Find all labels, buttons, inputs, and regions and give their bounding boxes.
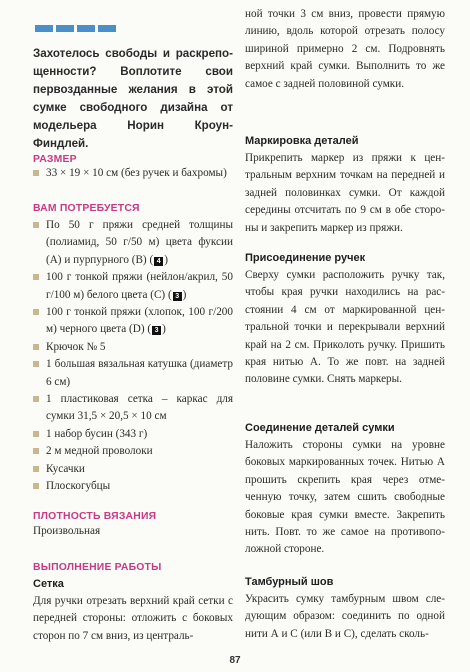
- list-item: 100 г тонкой пряжи (нейлон/акрил, 50 г/100 м) белого цвета (C) ( 3 ): [33, 269, 233, 304]
- section-text-handles: Сверху сумки расположить ручку так, чтобы края ручки находились на расстоянии 4 см от маркированной центральной точки и перекрывали верхний край на 2 см. Приколоть ручку. Пришить края нитью А. То же повт. на задней половине сумки. Снять маркеры.: [245, 269, 445, 386]
- section-heading-marking: Маркировка деталей: [245, 135, 359, 147]
- section-text-marking: Прикрепить маркер из пряжи к центральным верхним точкам на передней и задней половинках сумки. От каждой середины отсчитать по 9 см в обе стороны и закрепить маркер из пряжи.: [245, 152, 445, 234]
- bullet-square-icon: [33, 466, 39, 472]
- bullet-square-icon: [33, 170, 39, 176]
- grid-subheading: Сетка: [33, 578, 64, 590]
- yarn-weight-badge: 3: [173, 292, 182, 301]
- list-item: 2 м медной проволоки: [33, 443, 233, 460]
- bullet-square-icon: [33, 309, 39, 315]
- page-number: 87: [229, 655, 241, 666]
- yarn-weight-badge: 3: [152, 326, 161, 335]
- intro-text: Захотелось свободы и раскрепощенности? Воплотите свои первозданные желания в этой сумке свободного дизайна от модельера Норин Кроун-Финдлей.: [33, 47, 233, 150]
- list-item: 1 большая вязальная катушка (диаметр 6 см): [33, 356, 233, 391]
- list-item: 1 набор бусин (343 г): [33, 426, 233, 443]
- bullet-square-icon: [33, 483, 39, 489]
- list-item: 33 × 19 × 10 см (без ручек и бахромы): [33, 165, 233, 182]
- tab-bar-2: [56, 25, 74, 32]
- section-heading-chain-stitch: Тамбурный шов: [245, 576, 334, 588]
- section-text-chain-stitch: Украсить сумку тамбурным швом следующим образом: соединить по одной нити А и С (или В и С), сделать сколь-: [245, 593, 445, 640]
- size-list: [33, 165, 233, 182]
- list-item: 100 г тонкой пряжи (хлопок, 100 г/200 м) черного цвета (D) ( 3 ): [33, 304, 233, 339]
- section-heading-joining: Соединение деталей сумки: [245, 422, 395, 434]
- list-item: Кусачки: [33, 461, 233, 478]
- bullet-square-icon: [33, 361, 39, 367]
- materials-heading: ВАМ ПОТРЕБУЕТСЯ: [33, 203, 140, 214]
- materials-list: [33, 217, 233, 496]
- work-heading: ВЫПОЛНЕНИЕ РАБОТЫ: [33, 562, 162, 573]
- list-item: По 50 г пряжи средней толщины (полиамид, 50 г/50 м) цвета фуксии (A) и пурпурного (B) ( 4 ): [33, 217, 233, 269]
- grid-text: Для ручки отрезать верхний край сетки с передней стороны: отложить с боковых сторон по 7 см вниз, из централь-: [33, 595, 233, 642]
- bullet-square-icon: [33, 344, 39, 350]
- size-heading: РАЗМЕР: [33, 154, 77, 165]
- tab-bar-3: [77, 25, 95, 32]
- bullet-square-icon: [33, 448, 39, 454]
- tab-bar-4: [98, 25, 116, 32]
- yarn-weight-badge: 4: [154, 257, 163, 266]
- list-item: Плоскогубцы: [33, 478, 233, 495]
- header-tabs-decoration: [35, 25, 116, 32]
- tab-bar-1: [35, 25, 53, 32]
- gauge-text: Произвольная: [33, 525, 101, 537]
- list-item: Крючок № 5: [33, 339, 233, 356]
- section-heading-handles: Присоединение ручек: [245, 252, 366, 264]
- section-text-joining: Наложить стороны сумки на уровне боковых маркированных точек. Нитью А прошить скрепить края через отмеченную точку, затем сшить свободные боковые края сумки вместе. Закрепить нить. Повт. то же самое на противоположной стороне.: [245, 439, 445, 556]
- continuation-text: ной точки 3 см вниз, провести прямую линию, вдоль которой отрезать полосу шириной примерно 2 см. Подровнять верхний край сумки. Выполнить то же самое с задней половиной сумки.: [245, 8, 445, 90]
- bullet-square-icon: [33, 274, 39, 280]
- gauge-heading: ПЛОТНОСТЬ ВЯЗАНИЯ: [33, 511, 157, 522]
- bullet-square-icon: [33, 222, 39, 228]
- bullet-square-icon: [33, 431, 39, 437]
- list-item: 1 пластиковая сетка – каркас для сумки 31,5 × 20,5 × 10 см: [33, 391, 233, 426]
- bullet-square-icon: [33, 396, 39, 402]
